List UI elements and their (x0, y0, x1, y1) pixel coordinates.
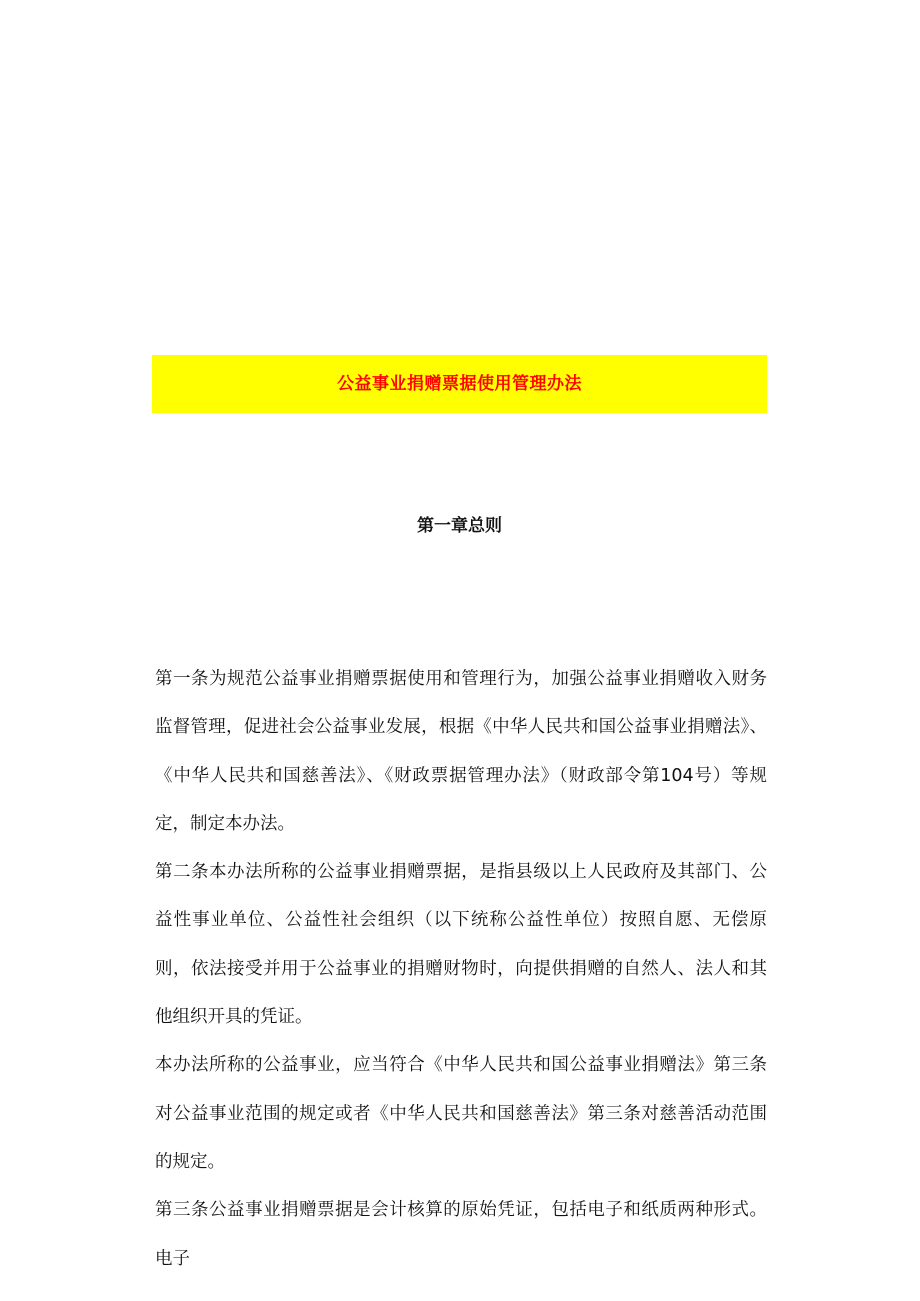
article-3-paragraph: 第三条公益事业捐赠票据是会计核算的原始凭证，包括电子和纸质两种形式。电子 (155, 1200, 767, 1269)
title-highlight-band (152, 355, 767, 413)
document-title: 公益事业捐赠票据使用管理办法 (337, 373, 582, 394)
chapter-heading: 第一章总则 (417, 516, 502, 536)
article-2-paragraph: 第二条本办法所称的公益事业捐赠票据，是指县级以上人民政府及其部门、公益性事业单位、公益性社会组织（以下统称公益性单位）按照自愿、无偿原则，依法接受并用于公益事业的捐赠财物时，向提供捐赠的自然人、法人和其他组织开具的凭证。 (155, 862, 767, 1028)
public-welfare-scope-paragraph: 本办法所称的公益事业，应当符合《中华人民共和国公益事业捐赠法》第三条对公益事业范围的规定或者《中华人民共和国慈善法》第三条对慈善活动范围的规定。 (155, 1055, 767, 1172)
article-1-paragraph: 第一条为规范公益事业捐赠票据使用和管理行为，加强公益事业捐赠收入财务监督管理，促进社会公益事业发展，根据《中华人民共和国公益事业捐赠法》、《中华人民共和国慈善法》、《财政票据管理办法》（财政部令第104号）等规定，制定本办法。 (155, 669, 767, 834)
document-body (155, 655, 767, 1283)
